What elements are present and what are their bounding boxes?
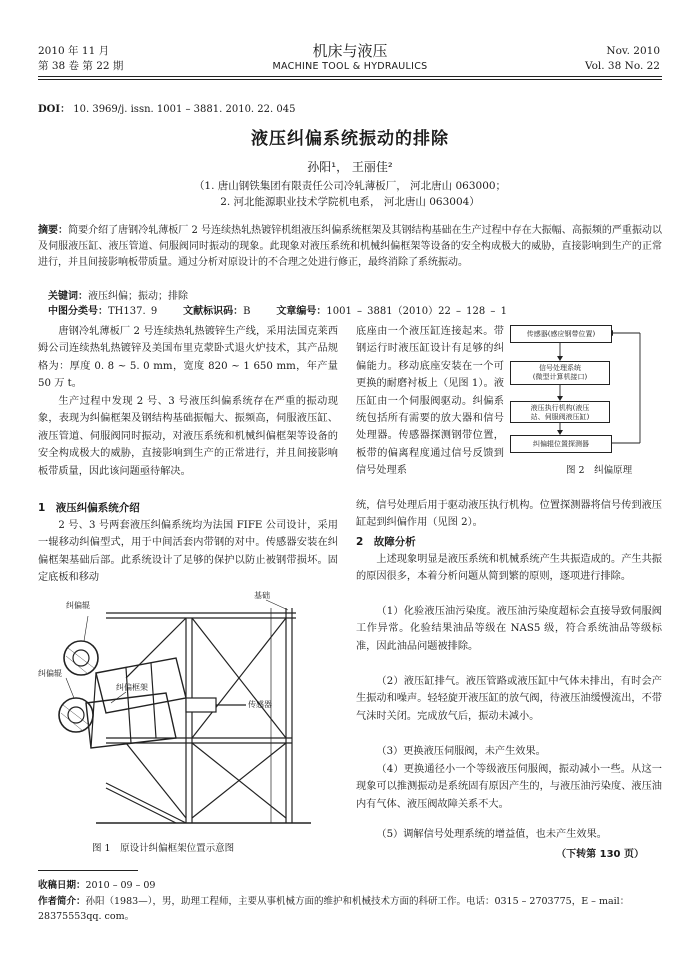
header-rule	[38, 76, 662, 77]
keywords-label: 关键词：	[48, 291, 88, 302]
label-frame: 纠偏框架	[116, 683, 148, 692]
received-label: 收稿日期：	[38, 880, 86, 891]
abstract	[38, 223, 662, 271]
doi-value: 10. 3969/j. issn. 1001 – 3881. 2010. 22. 045	[73, 104, 296, 115]
body-paragraph: （4）更换通径小一个等级液压伺服阀，振动减小一些。从这一现象可以推测振动是系统固有原因产生的，与液压油污染度、液压油内有气体、液压阀故障关系不大。	[356, 764, 662, 810]
body-paragraph: （1）化验液压油污染度。液压油污染度超标会直接导致伺服阀工作异常。化验结果油品等级在 NAS5 级，符合系统油品等级标准，因此油品问题被排除。	[356, 606, 662, 652]
header-left	[38, 44, 123, 74]
body-paragraph: 底座由一个液压缸连接起来。带钢运行时液压缸设计有足够的纠偏能力。移动底座安装在一个可更换的耐磨衬板上（见图 1）。液压缸由一个伺服阀驱动。纠偏系统包括所有需要的放大器和信号处理器。传感器探测钢带位置，板带的偏离程度通过信号反馈到信号处理系	[356, 326, 504, 477]
figure-1-caption: 图 1 原设计纠偏框架位置示意图	[92, 843, 235, 854]
doi-label: DOI	[38, 104, 61, 115]
journal-name-en: MACHINE TOOL & HYDRAULICS	[272, 61, 428, 72]
body-paragraph: （5）调解信号处理系统的增益值，也未产生效果。	[376, 829, 607, 840]
figure-1	[36, 588, 340, 838]
abstract-text: 简要介绍了唐钢冷轧薄板厂 2 号连续热轧热镀锌机组液压纠偏系统框架及其钢结构基础在生产过程中存在大振幅、高振频的严重振动以及伺服液压缸、液压管道、伺服阀同时振动的现象。此现象对液压系统和机械纠偏框架等设备的安全构成极大的威胁，直接影响到生产的正常进行，并且间接影响板带质量。通过分析对原设计的不合理之处进行修正，最终消除了系统振动。	[38, 225, 662, 268]
doc-code-label: 文献标识码：	[183, 306, 244, 317]
article-number-value: 1001 – 3881（2010）22 – 128 – 1	[326, 306, 507, 317]
body-paragraph: （3）更换液压伺服阀，未产生效果。	[376, 746, 546, 757]
clc-value: TH137. 9	[108, 306, 158, 317]
label-roller-top: 纠偏辊	[66, 601, 90, 610]
body-paragraph: 唐钢冷轧薄板厂 2 号连续热轧热镀锌生产线，采用法国克莱西姆公司连续热轧热镀锌及美国布里克蒙卧式退火炉技术，其产品规格为：厚度 0. 8 ~ 5. 0 mm，宽度 820 ~ 1 650 mm，年产量 50 万 t。	[38, 326, 338, 390]
box-sensor: 传感器(感应钢带位置)	[510, 325, 612, 343]
received-value: 2010 – 09 – 09	[85, 880, 156, 891]
issue-date: 2010 年 11 月	[38, 45, 110, 57]
keywords-text: 液压纠偏；振动；排除	[88, 291, 188, 302]
body-paragraph: 2 号、3 号两套液压纠偏系统均为法国 FIFE 公司设计，采用一辊移动纠偏型式，用于中间活套内带钢的对中。传感器安装在纠偏框架基础后部。此系统设计了足够的保护以防止被钢带损坏。固定底板和移动	[38, 520, 338, 584]
label-sensor: 传感器	[248, 700, 272, 709]
author-bio	[38, 894, 662, 924]
box-signal-processor: 信号处理系统 (微型计算机接口)	[510, 361, 610, 385]
doc-code-value: B	[243, 306, 251, 317]
affiliation-2: 2. 河北能源职业技术学院机电系， 河北唐山 063004）	[220, 196, 480, 208]
keywords	[48, 287, 188, 302]
figure-2	[510, 325, 662, 475]
paper-title: 液压纠偏系统振动的排除	[251, 129, 449, 149]
article-number-label: 文章编号：	[276, 306, 327, 317]
journal-name-cn: 机床与液压	[312, 42, 388, 60]
section-heading-2: 2 故障分析	[356, 536, 416, 548]
received-date	[38, 878, 662, 893]
classification-line	[48, 302, 507, 317]
header-right	[585, 44, 660, 74]
body-paragraph: （2）液压缸排气。液压管路或液压缸中气体未排出，有时会产生振动和噪声。轻轻旋开液压缸的放气阀，待液压油缓慢流出，不带气沫时关闭。完成放气后，振动未减小。	[356, 676, 662, 722]
figure-2-caption: 图 2 纠偏原理	[566, 465, 633, 476]
author-bio-label: 作者简介：	[38, 896, 86, 907]
journal-name	[200, 42, 500, 74]
abstract-label: 摘要：	[38, 225, 69, 236]
continued-note: （下转第 130 页）	[556, 849, 644, 860]
issue-date-en: Nov. 2010	[606, 45, 660, 57]
body-paragraph: 上述现象明显是液压系统和机械系统产生共振造成的。产生共振的原因很多，本着分析问题从简到繁的原则，逐项进行排除。	[356, 554, 662, 583]
section-heading-1: 1 液压纠偏系统介绍	[38, 502, 140, 514]
body-paragraph: 统，信号处理后用于驱动液压执行机构。位置探测器将信号传到液压缸起到纠偏作用（见图 2）。	[356, 500, 662, 529]
issue-volume-en: Vol. 38 No. 22	[584, 60, 660, 72]
header-rule-2	[38, 79, 662, 80]
author-list: 孙阳¹， 王丽佳²	[307, 160, 393, 174]
frame-drawing	[36, 588, 340, 838]
body-paragraph: 生产过程中发现 2 号、3 号液压纠偏系统存在严重的振动现象，表现为纠偏框架及钢结构基础振幅大、振频高，伺服液压缸、液压管道、伺服阀同时振动，对液压系统和机械纠偏框架等设备的安全构成极大的威胁，直接影响到生产的正常进行，并且间接影响板带质量，因此该问题亟待解决。	[38, 396, 338, 477]
box-position-detector: 纠偏辊位置探测器	[510, 435, 612, 453]
label-base: 基础	[254, 591, 270, 600]
doi-line: DOI： 10. 3969/j. issn. 1001 – 3881. 2010. 22. 045	[38, 104, 296, 115]
clc-label: 中图分类号：	[48, 306, 108, 317]
affiliation-1: （1. 唐山钢铁集团有限责任公司冷轧薄板厂， 河北唐山 063000；	[193, 180, 507, 192]
author-bio-text: 孙阳（1983—），男，助理工程师，主要从事机械方面的维护和机械技术方面的科研工作。电话：0315 – 2703775，E – mail：28375553qq. com。	[38, 896, 630, 922]
box-hydraulic-actuator: 液压执行机构(液压 站、伺服阀液压缸)	[510, 401, 610, 423]
label-roller-left: 纠偏辊	[38, 669, 62, 678]
issue-volume: 第 38 卷 第 22 期	[38, 60, 124, 72]
footnote-rule	[38, 870, 138, 871]
